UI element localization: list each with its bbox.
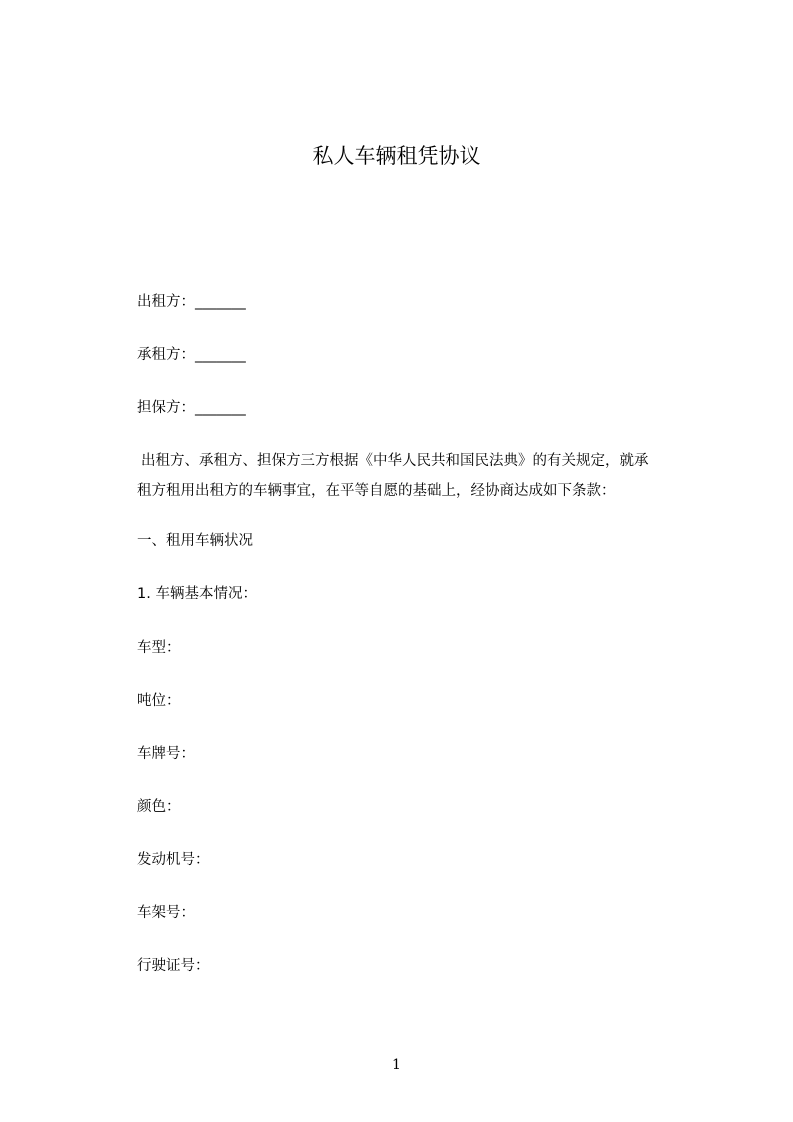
- lessor-line: 出租方：_______: [137, 294, 246, 310]
- field-tonnage: 吨位：: [137, 693, 181, 709]
- field-frame: 车架号：: [137, 905, 195, 921]
- page-number: 1: [392, 1057, 401, 1073]
- intro-line-1: 出租方、承租方、担保方三方根据《中华人民共和国民法典》的有关规定，就承: [141, 453, 649, 469]
- field-model: 车型：: [137, 640, 181, 656]
- section-subheading: 1. 车辆基本情况：: [137, 586, 257, 602]
- section-heading: 一、租用车辆状况: [137, 533, 253, 549]
- field-license: 行驶证号：: [137, 958, 210, 974]
- intro-line-2: 租方租用出租方的车辆事宜，在平等自愿的基础上，经协商达成如下条款：: [137, 483, 616, 499]
- lessee-line: 承租方：_______: [137, 347, 246, 363]
- field-color: 颜色：: [137, 799, 181, 815]
- field-plate: 车牌号：: [137, 746, 195, 762]
- intro-paragraph: [137, 446, 713, 506]
- document-title: 私人车辆租凭协议: [312, 144, 481, 168]
- field-engine: 发动机号：: [137, 852, 210, 868]
- guarantor-line: 担保方：_______: [137, 400, 246, 416]
